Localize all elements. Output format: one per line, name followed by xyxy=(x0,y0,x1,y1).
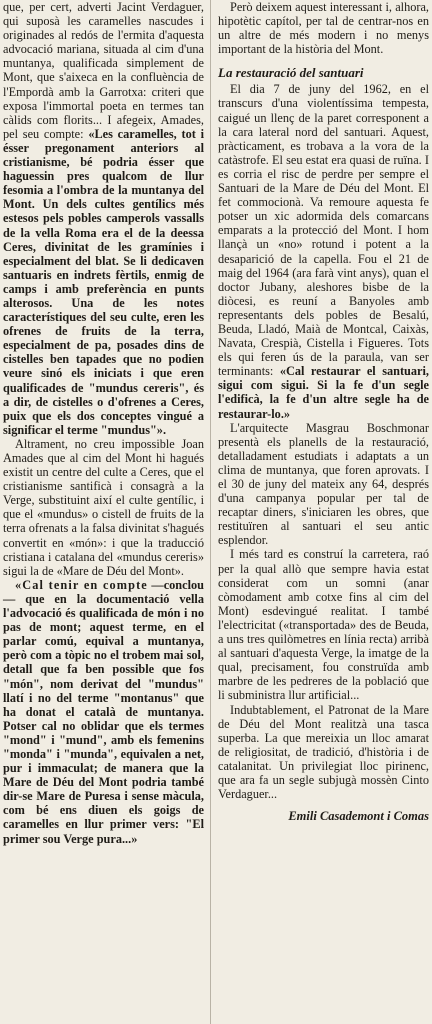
right-paragraph-4: Indubtablement, el Patronat de la Mare de Déu del Mont realitzà una tasca superba. La que mereixia un lloc amarat de religiositat, de tradició, d'història i de catalanitat. Un privilegiat lloc pirinenc, que ara fa un segle subjugà mossèn Cinto Verdaguer... xyxy=(218,702,429,802)
left-paragraph-1-text: que, per cert, adverti Jacint Verdaguer, qui suposà les caramelles nascudes i originades al redós de l'ermita d'aquesta advocació mariana, situada al cim d'una muntanya, qualificada simplement de Mont, que s'aixeca en la confluència de l'Empordà amb la Garrotxa: criteri que exposa l'immortal poeta en termes tan càlids com florits... I afegeix, Amades, pel seu compte: xyxy=(3,0,204,141)
left-paragraph-1 xyxy=(3,0,204,437)
left-paragraph-2: Altrament, no creu impossible Joan Amades que al cim del Mont hi hagués existit un centre del culte a Ceres, que el cristianisme santificà i consagrà a la Verge, substituint així el culte gentílic, i que el «mundus» o cistell de fruits de la terra ofrenats a la falsa divinitat s'hagués convertit en «món»: i que la traducció cristiana i catalana del «mundus cereris» sigui la de «Mare de Déu del Mont». xyxy=(3,436,204,578)
left-paragraph-1-quote: «Les caramelles, tot i ésser pregonament anteriors al cristianisme, bé podria ésser que haguessin pres qualcom de llur fesomia a l'ombra de la muntanya del Mont. Un dels cultes gentílics més estesos pels pobles camperols vassalls de la vella Roma era el de la deessa Ceres, divinitat de les gramínies i especialment del blat. Se li dedicaven santuaris en indrets fèrtils, enmig de camps i amb preferència en punts alterosos. Una de les notes característiques del seu culte, eren les ofrenes de fruits de la terra, especialment de pa, posades dins de cistelles ben tapades que no podien veure sinó els iniciats i que eren qualificades de "mundus cereris", és a dir, de cistelles o d'ofrenes a Ceres, puix que els dos conceptes vingué a significar el terme "mundus"». xyxy=(3,126,204,437)
right-paragraph-1-text: El dia 7 de juny del 1962, en el transcurs d'una violentíssima tempesta, caigué un llenç de la paret corresponent a la cara lateral nord del santuari. Aquest, pràcticament, es trobava a la vora de la catàstrofe. El seu estat era quasi de ruïna. I es corria el risc de perdre per sempre el Santuari de la Mare de Déu del Mont. El fet commocionà. Va remoure aquesta fe potser un xic adormida dels comarcans emparats a la protecció del Mont. I hom llançà un «no» rotund i potent a la desaparició de la capella. Fou el 21 de maig del 1964 (ara farà vint anys), quan el doctor Jubany, aleshores bisbe de la diòcesi, es reuní a Banyoles amb representants dels pobles de Besalú, Beuda, Lladó, Maià de Montcal, Caixàs, Navata, Crespià, Cistella i Figueres. Tots els qui feren ús de la paraula, van ser terminants: xyxy=(218,82,429,379)
left-paragraph-3 xyxy=(3,578,204,846)
right-paragraph-0: Però deixem aquest interessant i, alhora, hipotètic capítol, per tal de centrar-nos en un altre de més modern i no menys important de la història del Mont. xyxy=(218,0,429,57)
left-paragraph-3-lead: «Cal tenir en compte xyxy=(15,577,148,592)
section-heading: La restauració del santuari xyxy=(218,65,364,81)
right-paragraph-1 xyxy=(218,82,429,420)
right-column xyxy=(218,0,429,823)
left-paragraph-3-text: —conclou— que en la documentació vella l'advocació és qualificada de món i no pas de mont; aquest terme, en el parlar comú, equival a muntanya, però com a tòpic no el trobem mai sol, detall que fa ben possible que fos "món", nom derivat del "mundus" llatí i no del terme "montanus" que ha donat el català de muntanya. Potser cal no oblidar que els termes "mond" i "mund", amb els femenins "monda" i "munda", equivalen a net, pur i immaculat; de manera que la Mare de Déu del Mont podria també dir-se Mare de Puresa i sense màcula, com bé ens diuen els goigs de caramelles en llur primer vers: "El primer sou Verge pura...» xyxy=(3,577,205,846)
author-signature: Emili Casademont i Comas xyxy=(288,809,429,824)
right-paragraph-1-quote: «Cal restaurar el santuari, sigui com sigui. Si la fe d'un segle l'edificà, la fe d'un altre segle ha de restaurar-lo.» xyxy=(218,364,429,421)
right-paragraph-3: I més tard es construí la carretera, raó per la qual allò que sempre havia estat considerat com un somni (anar còmodament amb cotxe fins al cim del Mont) esdevingué realitat. I també l'electricitat («transportada» des de Beuda, a uns tres quilòmetres en línia recta) arribà al santuari d'aquesta Verge, la imatge de la qual, precisament, fou construïda amb marbre de les pedreres de la població que li subministra llur artificial... xyxy=(218,547,429,703)
left-column xyxy=(3,0,204,846)
right-paragraph-2: L'arquitecte Masgrau Boschmonar presentà els planells de la restauració, detalladament estudiats i adaptats a un clima de muntanya, que foren aprovats. I el 30 de juny del mateix any 64, després d'una campanya popular per tal de recaptar diners, s'iniciaren les obres, que restituïren al santuari el seu antic esplendor. xyxy=(218,420,429,548)
column-divider xyxy=(210,0,211,1024)
